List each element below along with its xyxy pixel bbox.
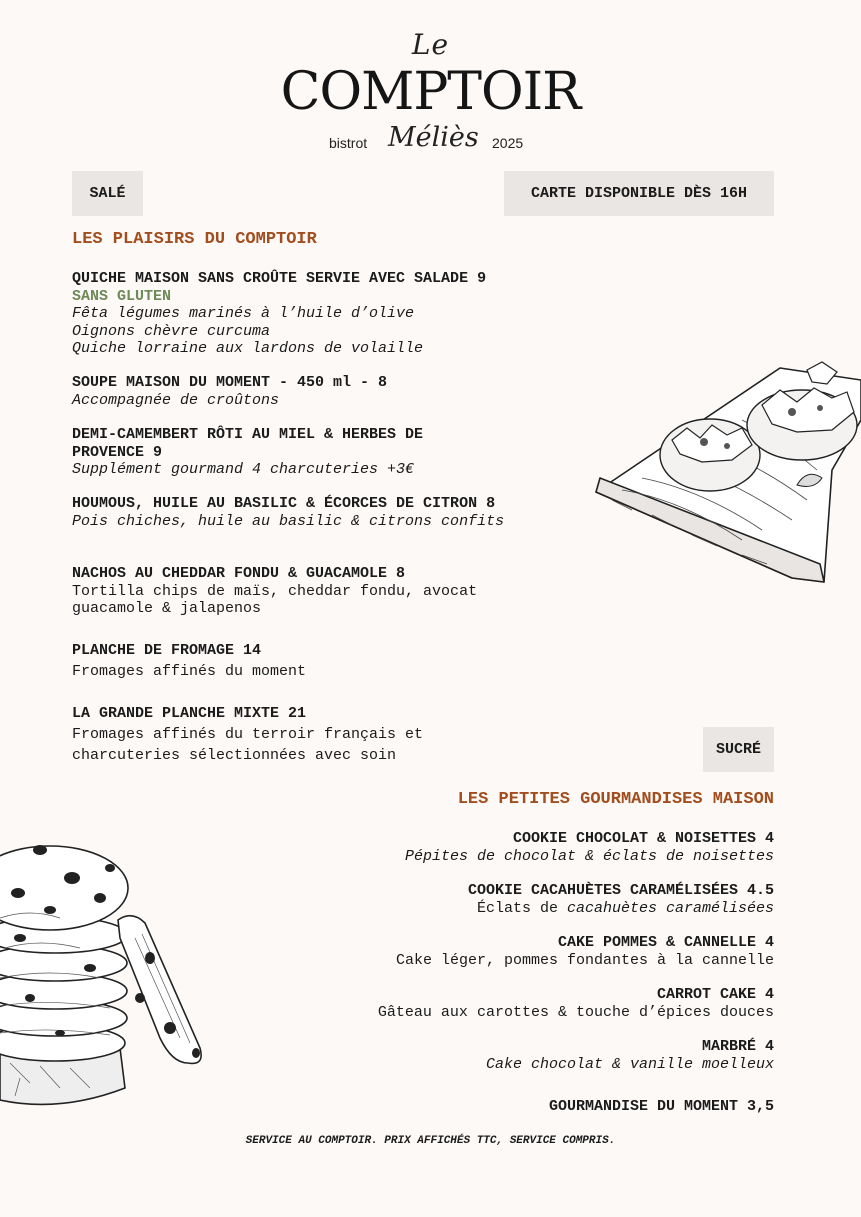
logo-year: 2025 [492, 135, 524, 151]
item-description-plain: Éclats de [476, 899, 567, 917]
logo-bistrot: bistrot [329, 135, 368, 151]
menu-item-carrot-cake [378, 986, 774, 1021]
item-title: HOUMOUS, HUILE AU BASILIC & ÉCORCES DE CITRON 8 [72, 495, 496, 512]
menu-item-gourmandise [549, 1098, 774, 1116]
item-title: QUICHE MAISON SANS CROÛTE SERVIE AVEC SALADE 9 [72, 270, 487, 287]
item-title: CARROT CAKE 4 [656, 986, 774, 1003]
item-title: NACHOS AU CHEDDAR FONDU & GUACAMOLE 8 [72, 565, 406, 582]
cookies-illustration [0, 838, 210, 1113]
section-title-sucre: LES PETITES GOURMANDISES MAISON [457, 790, 774, 809]
item-description: Fromages affinés du terroir français et charcuteries sélectionnées avec soin [72, 726, 424, 764]
menu-item-planche-fromage [72, 640, 572, 682]
menu-item-cookie-cacahuetes [468, 882, 774, 917]
sans-gluten-badge: SANS GLUTEN [72, 287, 172, 305]
item-description: Cake léger, pommes fondantes à la cannelle [395, 951, 774, 969]
item-title: COOKIE CACAHUÈTES CARAMÉLISÉES 4.5 [467, 882, 774, 899]
item-title: GOURMANDISE DU MOMENT 3,5 [548, 1098, 774, 1115]
item-title: COOKIE CHOCOLAT & NOISETTES 4 [512, 830, 774, 847]
item-title: LA GRANDE PLANCHE MIXTE 21 [72, 705, 307, 722]
item-description: Cake chocolat & vanille moelleux [485, 1055, 774, 1073]
menu-item-marbre [486, 1038, 774, 1073]
item-description-italic: cacahuètes caramélisées [566, 899, 774, 917]
menu-item-camembert [72, 426, 502, 479]
menu-item-soupe [72, 374, 572, 409]
item-description: Pois chiches, huile au basilic & citrons confits [72, 512, 505, 530]
cutting-board-illustration [592, 350, 861, 585]
item-title: DEMI-CAMEMBERT RÔTI AU MIEL & HERBES DE PROVENCE 9 [72, 426, 424, 461]
item-title: CAKE POMMES & CANNELLE 4 [557, 934, 774, 951]
logo-le: Le [411, 28, 450, 61]
item-title: SOUPE MAISON DU MOMENT - 450 ml - 8 [72, 374, 388, 391]
item-description: Tortilla chips de maïs, cheddar fondu, avocat guacamole & jalapenos [72, 582, 478, 617]
section-title-sale: LES PLAISIRS DU COMPTOIR [72, 230, 317, 249]
tag-sale: SALÉ [72, 171, 143, 216]
item-title: MARBRÉ 4 [701, 1038, 774, 1055]
item-description: Pépites de chocolat & éclats de noisettes [404, 847, 774, 865]
menu-item-nachos [72, 565, 572, 618]
footer-note: SERVICE AU COMPTOIR. PRIX AFFICHÉS TTC, SERVICE COMPRIS. [245, 1135, 616, 1147]
menu-item-grande-planche [72, 703, 572, 766]
item-description [468, 900, 774, 918]
logo-melies: Méliès [388, 122, 479, 153]
item-description: Fromages affinés du moment [72, 663, 307, 680]
logo-title: COMPTOIR [280, 62, 581, 122]
item-description: Gâteau aux carottes & touche d’épices douces [377, 1003, 774, 1021]
item-description: Fêta légumes marinés à l’huile d’olive Oignons chèvre curcuma Quiche lorraine aux lardons de volaille [72, 305, 424, 357]
item-title: PLANCHE DE FROMAGE 14 [72, 642, 262, 659]
item-description: Supplément gourmand 4 charcuteries +3€ [72, 461, 415, 478]
menu-item-cake-pommes [396, 934, 774, 969]
menu-item-quiche [72, 270, 572, 358]
item-description: Accompagnée de croûtons [72, 391, 280, 409]
tag-carte-disponible: CARTE DISPONIBLE DÈS 16H [504, 171, 774, 216]
menu-item-cookie-chocolat [405, 830, 774, 865]
menu-item-houmous [72, 495, 572, 530]
tag-sucre: SUCRÉ [703, 727, 774, 772]
